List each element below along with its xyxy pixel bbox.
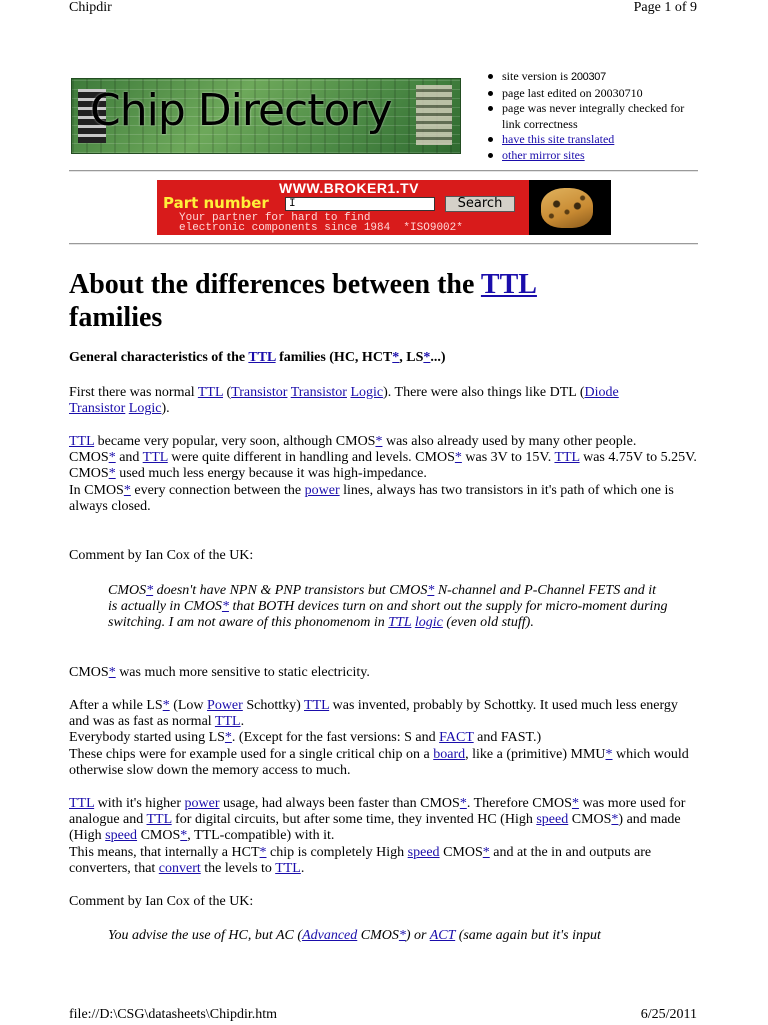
power-link[interactable]: Power (207, 698, 243, 713)
header-page-number: Page 1 of 9 (633, 0, 697, 15)
convert-link[interactable]: convert (158, 860, 201, 876)
mmu-star-link[interactable]: * (605, 746, 613, 762)
paragraph-hc-hct: TTL with it's higher power usage, had always been faster than CMOS*. Therefore CMOS* was more used for analogue and TTL for digital circuits, but after some time, they invented HC (High speed CMOS*) and made (High speed CMOS*, TTL-compatible) with it. This means, that internally a HCT* chip is completely High speed CMOS* and at the in and outputs are converters, that convert the levels to TTL. (69, 796, 686, 876)
logic-link[interactable]: Logic (350, 385, 384, 400)
header-site-name: Chipdir (69, 0, 112, 15)
board-link[interactable]: board (433, 746, 466, 762)
translate-link[interactable]: have this site translated (502, 132, 615, 146)
speed-link[interactable]: speed (105, 828, 138, 844)
ttl-link[interactable]: TTL (248, 350, 276, 365)
diode-link[interactable]: Diode (584, 385, 619, 400)
logic-link[interactable]: logic (414, 615, 443, 631)
transistor-link[interactable]: Transistor (290, 385, 347, 400)
broker-banner-ad[interactable] (157, 180, 611, 235)
hct-star-link[interactable]: * (392, 350, 400, 365)
quote-ac-act: You advise the use of HC, but AC (Advanced CMOS*) or ACT (same again but it's input (108, 928, 601, 943)
translate-item (486, 132, 698, 148)
speed-link[interactable]: speed (536, 812, 569, 828)
act-link[interactable]: ACT (429, 928, 456, 943)
cmos-star-link[interactable]: * (611, 812, 619, 828)
site-info-list (486, 69, 698, 163)
last-edited-item: page last edited on 20030710 (486, 86, 698, 102)
ttl-link[interactable]: TTL (69, 796, 95, 811)
paragraph-ttl-cmos: TTL became very popular, very soon, although CMOS* was also already used by many other people. CMOS* and TTL were quite different in handling and levels. CMOS* was 3V to 15V. TTL was 4.75V to 5.25V. CMOS* used much less energy because it was high-impedance. In CMOS* every connection between the power lines, always has two transistors in it's path of which one is always closed. (69, 434, 697, 514)
comment-label: Comment by Ian Cox of the UK: (69, 894, 254, 909)
cmos-star-link[interactable]: * (108, 665, 116, 680)
cmos-star-link[interactable]: * (482, 844, 490, 860)
cmos-star-link[interactable]: * (375, 434, 383, 449)
transistor-link[interactable]: Transistor (69, 401, 126, 417)
footer-date: 6/25/2011 (640, 1007, 697, 1022)
print-footer (69, 1007, 697, 1025)
part-number-input[interactable]: I (285, 197, 435, 211)
cmos-star-link[interactable]: * (398, 928, 406, 943)
chip-directory-logo[interactable] (71, 78, 461, 154)
banner-tagline: Your partner for hard to find electronic components since 1984 *ISO9002* (179, 212, 463, 234)
speed-link[interactable]: speed (407, 844, 440, 860)
paragraph-static: CMOS* was much more sensitive to static electricity. (69, 665, 370, 680)
cmos-star-link[interactable]: * (123, 482, 131, 498)
page-title: About the differences between the TTL families (69, 269, 537, 333)
ls-star-link[interactable]: * (423, 350, 431, 365)
cmos-star-link[interactable]: * (454, 450, 462, 466)
footer-file-path: file://D:\CSG\datasheets\Chipdir.htm (69, 1007, 278, 1022)
cmos-star-link[interactable]: * (180, 828, 188, 844)
ttl-link[interactable]: TTL (197, 385, 223, 400)
site-version-item: site version is 200307 (486, 69, 698, 86)
paragraph-intro: First there was normal TTL (Transistor Transistor Logic). There were also things like DTL (Diode Transistor Logic). (69, 385, 619, 417)
ttl-link[interactable]: TTL (304, 698, 330, 713)
cheetah-image (529, 180, 611, 235)
cmos-star-link[interactable]: * (427, 583, 435, 598)
power-link[interactable]: power (304, 482, 340, 498)
cmos-star-link[interactable]: * (146, 583, 154, 598)
power-link[interactable]: power (184, 796, 220, 811)
ls-star-link[interactable]: * (224, 730, 232, 746)
ttl-link[interactable]: TTL (275, 860, 301, 876)
banner-part-number-label: Part number (163, 194, 269, 212)
title-ttl-link[interactable]: TTL (480, 269, 537, 300)
banner-url: WWW.BROKER1.TV (279, 180, 419, 196)
ttl-link[interactable]: TTL (554, 450, 580, 466)
hct-star-link[interactable]: * (259, 844, 267, 860)
transistor-link[interactable]: Transistor (231, 385, 288, 400)
banner-search-button[interactable]: Search (445, 196, 515, 212)
divider-top (69, 170, 698, 172)
ttl-link[interactable]: TTL (146, 812, 172, 828)
ttl-link[interactable]: TTL (214, 714, 241, 730)
cmos-star-link[interactable]: * (108, 466, 116, 482)
version-number: 200307 (571, 71, 606, 83)
divider-bottom (69, 243, 698, 245)
quote-cmos-fets: CMOS* doesn't have NPN & PNP transistors but CMOS* N-channel and P-Channel FETS and it is actually in CMOS* that BOTH devices turn on and short out the supply for micro-moment during switching. I am not aware of this phonomenom in TTL logic (even old stuff). (108, 583, 668, 631)
advanced-link[interactable]: Advanced (302, 928, 358, 943)
logic-link[interactable]: Logic (128, 401, 162, 417)
fact-link[interactable]: FACT (439, 730, 474, 746)
mirror-item (486, 148, 698, 164)
cmos-star-link[interactable]: * (108, 450, 116, 466)
ttl-link[interactable]: TTL (69, 434, 95, 449)
cheetah-head-icon (541, 188, 593, 228)
link-check-item: page was never integrally checked for link correctness (486, 101, 698, 132)
logo-text: Chip Directory (90, 85, 392, 136)
cmos-star-link[interactable]: * (221, 599, 229, 615)
ttl-link[interactable]: TTL (142, 450, 168, 466)
ls-star-link[interactable]: * (162, 698, 170, 713)
print-header (69, 0, 697, 18)
section-subheading: General characteristics of the TTL families (HC, HCT*, LS*...) (69, 350, 446, 365)
mirror-sites-link[interactable]: other mirror sites (502, 147, 585, 162)
comment-label: Comment by Ian Cox of the UK: (69, 548, 254, 563)
cmos-star-link[interactable]: * (571, 796, 579, 811)
logo-chip-graphic-right (416, 85, 452, 145)
cmos-star-link[interactable]: * (459, 796, 467, 811)
ttl-link[interactable]: TTL (388, 615, 412, 631)
paragraph-ls: After a while LS* (Low Power Schottky) TTL was invented, probably by Schottky. It used much less energy and was as fast as normal TTL. Everybody started using LS*. (Except for the fast versions: S and FACT and FAST.) These chips were for example used for a single critical chip on a board, like a (primitive) MMU* which would otherwise slow down the memory access to much. (69, 698, 689, 778)
